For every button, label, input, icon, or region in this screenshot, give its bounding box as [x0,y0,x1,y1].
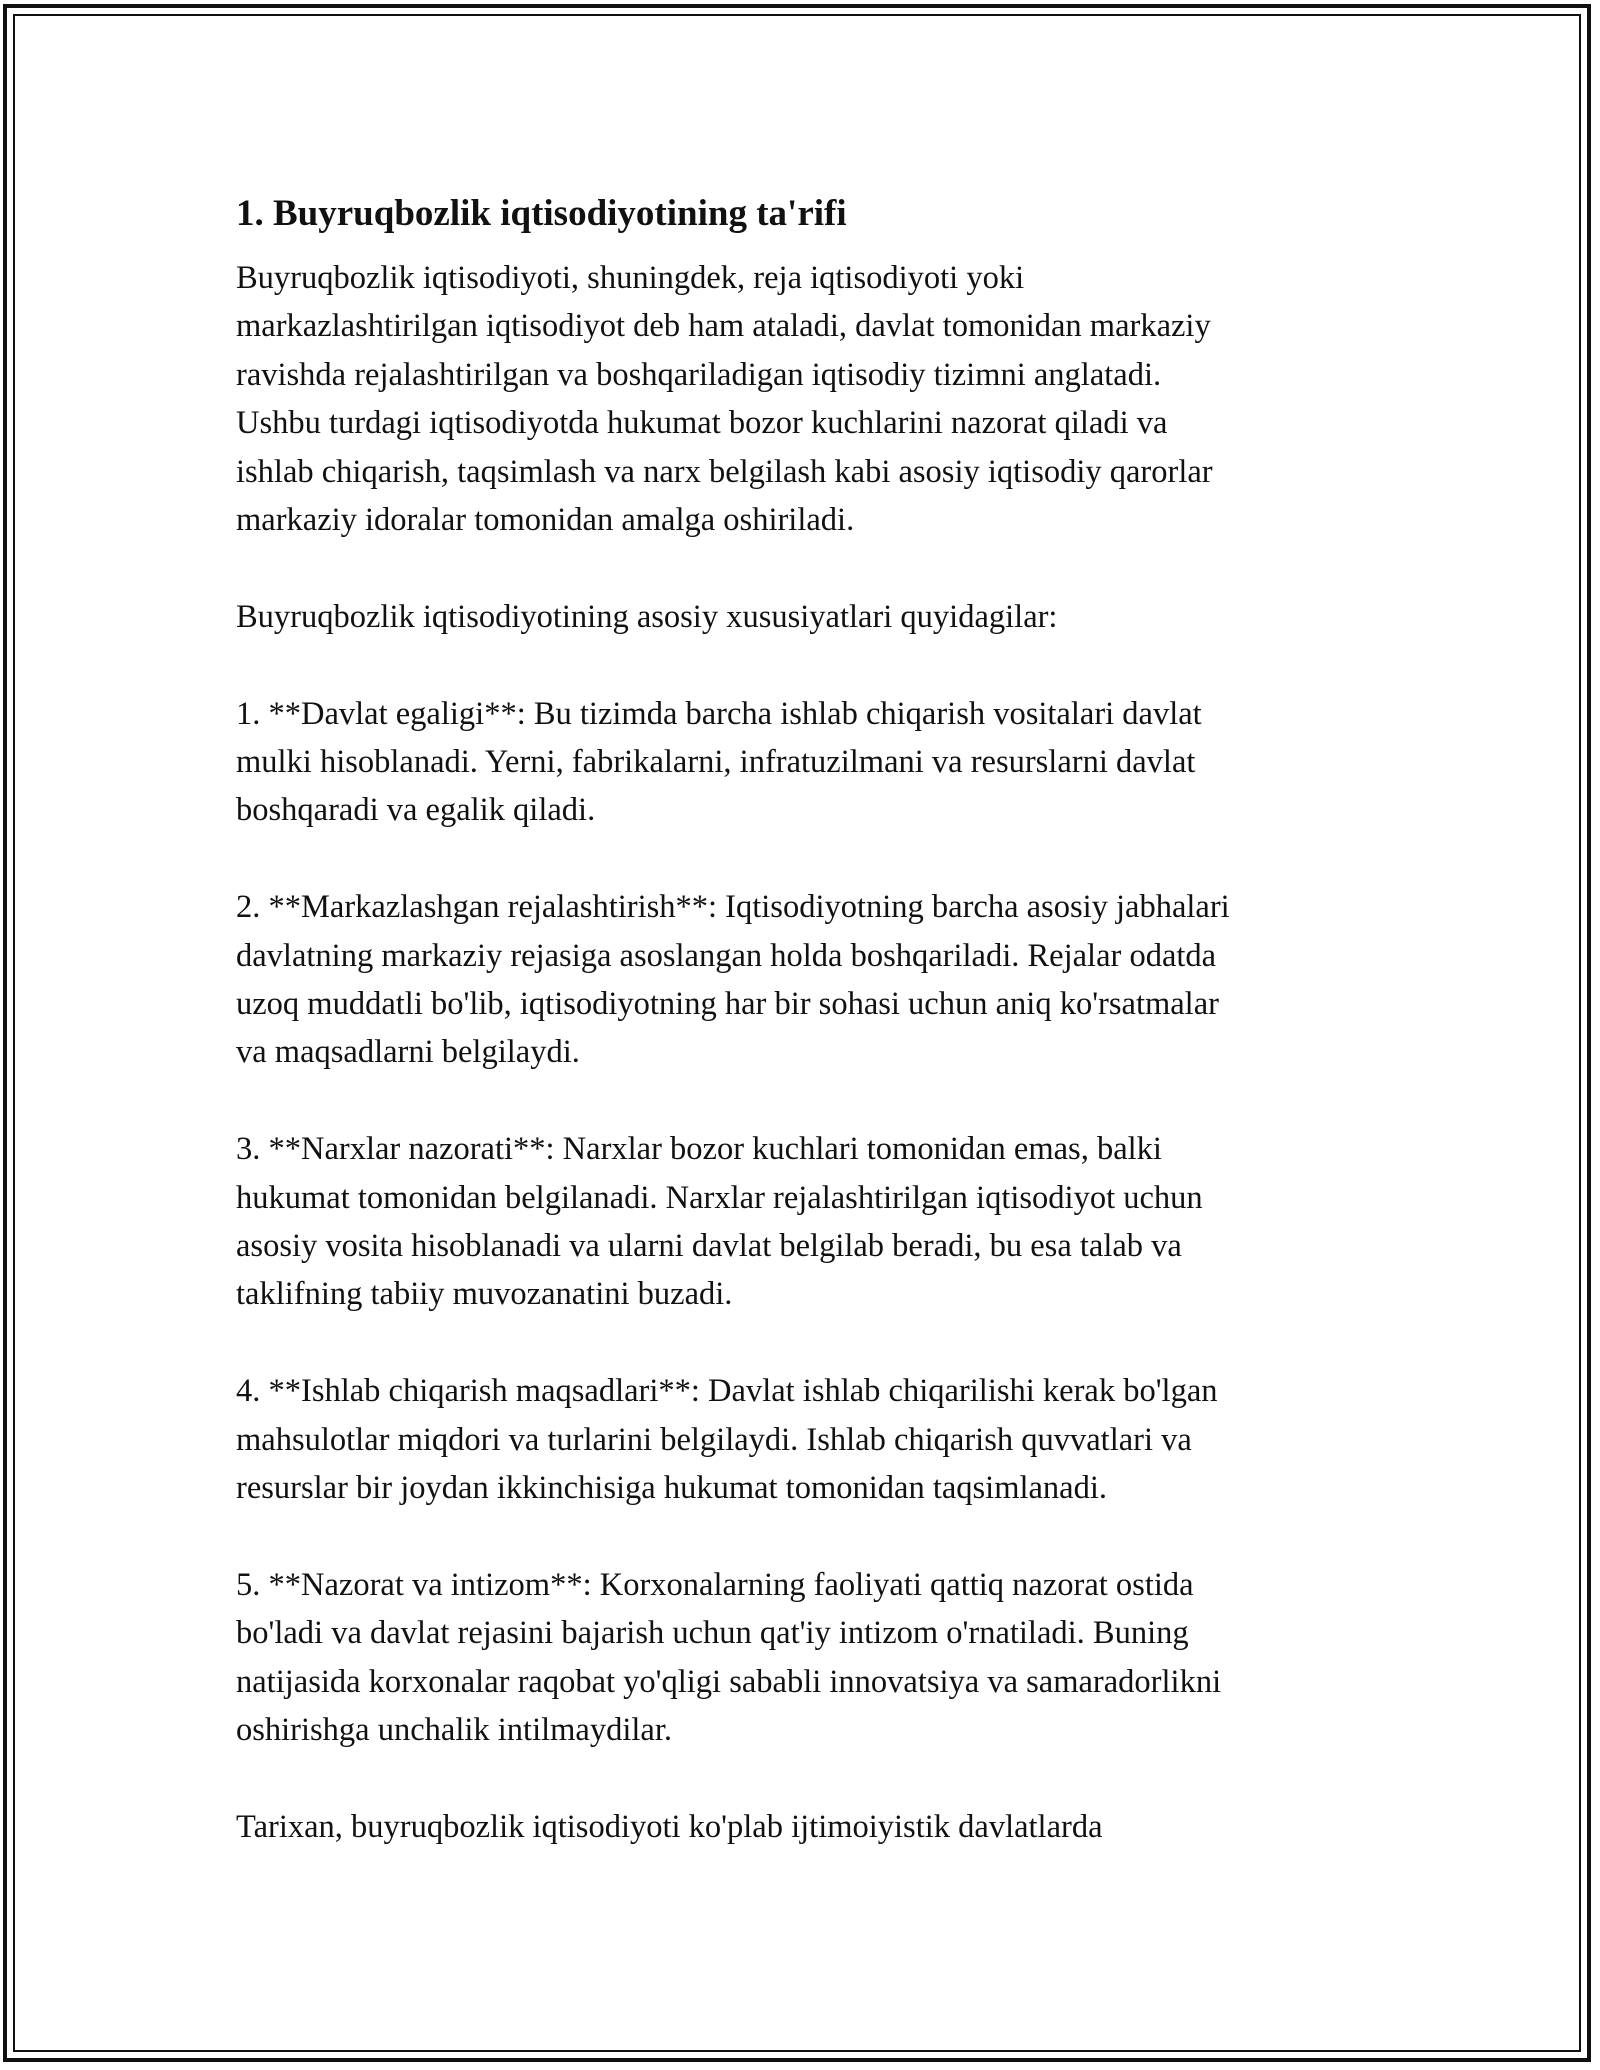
paragraph-features-intro [236,593,1376,641]
text-line: mahsulotlar miqdori va turlarini belgilaydi. Ishlab chiqarish quvvatlari va [236,1421,1192,1458]
paragraph-feature-4 [236,1367,1376,1512]
paragraph-feature-3 [236,1125,1376,1319]
text-line: ishlab chiqarish, taqsimlash va narx belgilash kabi asosiy iqtisodiy qarorlar [236,453,1213,490]
text-line: asosiy vosita hisoblanadi va ularni davlat belgilab beradi, bu esa talab va [236,1228,1182,1265]
text-line: natijasida korxonalar raqobat yo'qligi sababli innovatsiya va samaradorlikni [236,1663,1222,1700]
paragraph-feature-2 [236,883,1376,1077]
text-line: bo'ladi va davlat rejasini bajarish uchun qat'iy intizom o'rnatiladi. Buning [236,1615,1189,1652]
text-line: mulki hisoblanadi. Yerni, fabrikalarni, infratuzilmani va resurslarni davlat [236,744,1196,781]
text-line: markazlashtirilgan iqtisodiyot deb ham ataladi, davlat tomonidan markaziy [236,308,1211,345]
text-line: Buyruqbozlik iqtisodiyotining asosiy xususiyatlari quyidagilar: [236,598,1058,635]
text-line: resurslar bir joydan ikkinchisiga hukumat tomonidan taqsimlanadi. [236,1470,1108,1507]
text-line: va maqsadlarni belgilaydi. [236,1034,580,1071]
text-line: ravishda rejalashtirilgan va boshqariladigan iqtisodiy tizimni anglatadi. [236,356,1162,393]
document-body [236,186,1376,1851]
text-line: davlatning markaziy rejasiga asoslangan holda boshqariladi. Rejalar odatda [236,937,1217,974]
text-line: 5. **Nazorat va intizom**: Korxonalarning faoliyati qattiq nazorat ostida [236,1566,1194,1603]
text-line: 4. **Ishlab chiqarish maqsadlari**: Davlat ishlab chiqarilishi kerak bo'lgan [236,1373,1218,1410]
paragraph-history [236,1803,1376,1851]
paragraph-feature-5 [236,1561,1376,1755]
text-line: boshqaradi va egalik qiladi. [236,792,596,829]
text-line: Buyruqbozlik iqtisodiyoti, shuningdek, reja iqtisodiyoti yoki [236,260,1025,296]
paragraph-definition [236,254,1376,544]
document-title: 1. Buyruqbozlik iqtisodiyotining ta'rifi [236,193,847,234]
text-line: Tarixan, buyruqbozlik iqtisodiyoti ko'plab ijtimoiyistik davlatlarda [236,1808,1103,1845]
text-line: 2. **Markazlashgan rejalashtirish**: Iqtisodiyotning barcha asosiy jabhalari [236,889,1230,926]
text-line: oshirishga unchalik intilmaydilar. [236,1712,672,1749]
paragraph-feature-1 [236,690,1376,835]
text-line: Ushbu turdagi iqtisodiyotda hukumat bozor kuchlarini nazorat qiladi va [236,405,1168,442]
text-line: uzoq muddatli bo'lib, iqtisodiyotning har bir sohasi uchun aniq ko'rsatmalar [236,986,1219,1023]
text-line: markaziy idoralar tomonidan amalga oshiriladi. [236,502,855,539]
text-line: hukumat tomonidan belgilanadi. Narxlar rejalashtirilgan iqtisodiyot uchun [236,1179,1203,1216]
text-line: 1. **Davlat egaligi**: Bu tizimda barcha ishlab chiqarish vositalari davlat [236,695,1202,732]
text-line: 3. **Narxlar nazorati**: Narxlar bozor kuchlari tomonidan emas, balki [236,1131,1162,1168]
text-line: taklifning tabiiy muvozanatini buzadi. [236,1276,733,1313]
